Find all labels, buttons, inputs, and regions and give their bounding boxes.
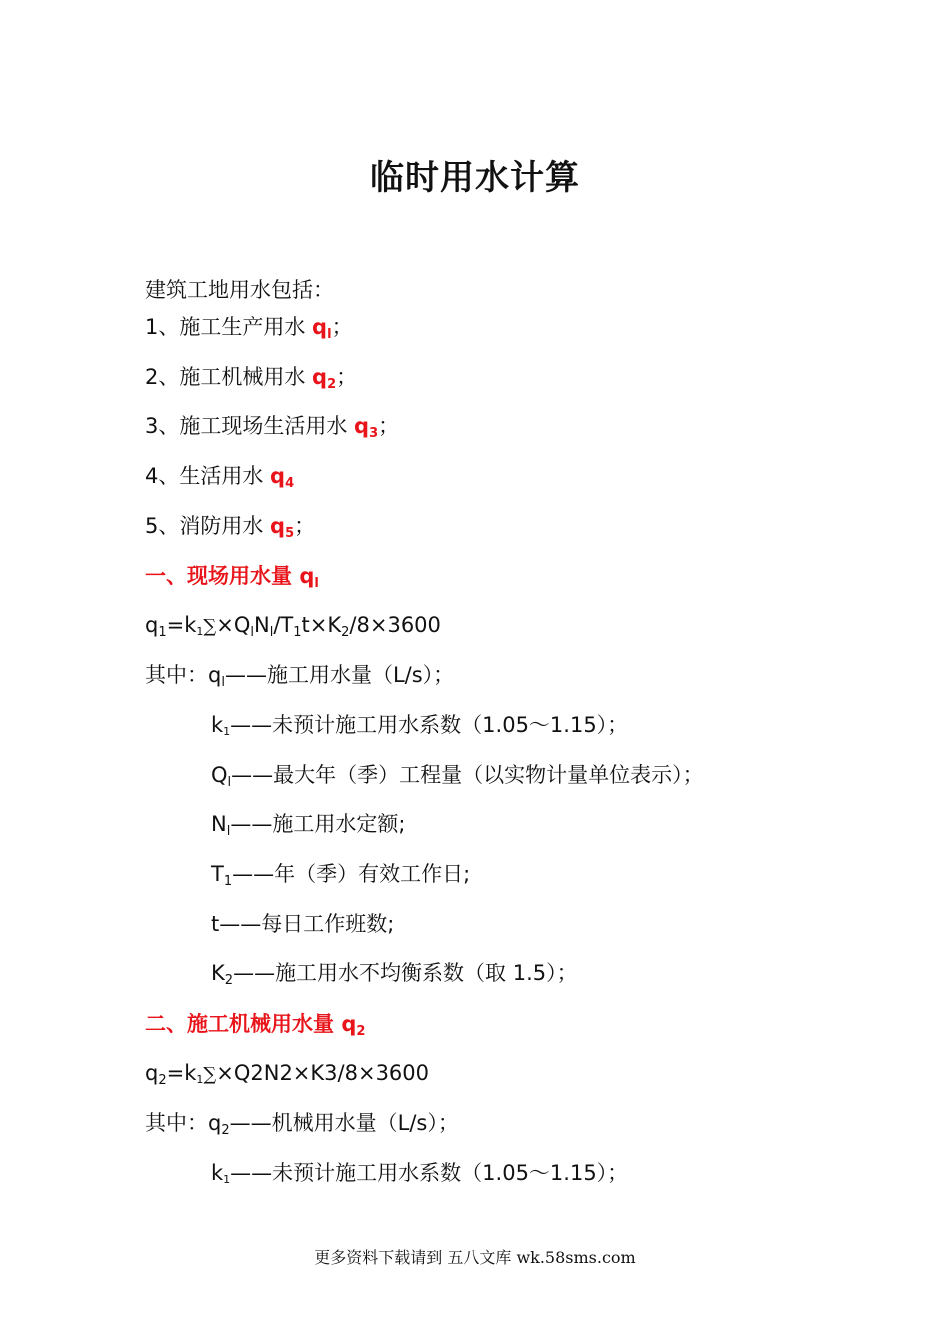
item-tail: ； (378, 414, 400, 438)
page-title: 临时用水计算 (370, 158, 580, 198)
item-tail: ； (294, 514, 316, 538)
definition-row: 其中：$q_l——$施工用水量（L/s）； (145, 663, 455, 690)
definition-row: t——每日工作班数; (211, 912, 395, 936)
list-item (145, 462, 294, 490)
definition-row: 其中：$q_2——$机械用水量（L/s）； (145, 1111, 459, 1138)
where-label: 其中： (145, 1111, 208, 1135)
section-2-heading: 二、施工机械用水量 $q_2$ (145, 1012, 366, 1039)
item-tail: ； (331, 315, 353, 339)
definition-row: $N_l——$施工用水定额; (211, 812, 406, 839)
list-item (145, 313, 353, 341)
section-1-formula: $q_1=k1\sum\times Q_lN_l/T_1t\times K_2/8\times 3600$ (145, 613, 441, 640)
item-symbol: $q_3$ (354, 414, 379, 441)
list-item (145, 512, 315, 540)
item-symbol: $q_2$ (312, 365, 337, 392)
item-label: 4、生活用水 (145, 464, 271, 488)
definition-row: k1——未预计施工用水系数（1.05～1.15）； (211, 713, 629, 738)
item-symbol: $q_l$ (312, 315, 332, 342)
item-label: 1、施工生产用水 (145, 315, 313, 339)
section-1-heading: 一、现场用水量 $q_l$ (145, 564, 319, 591)
list-item (145, 363, 357, 391)
item-label: 2、施工机械用水 (145, 365, 313, 389)
definition-row: $K_2——$施工用水不均衡系数（取 1.5）； (211, 961, 578, 988)
footer-download-link[interactable]: 更多资料下载请到 五八文库 wk.58sms.com (314, 1248, 636, 1267)
where-label: 其中： (145, 663, 208, 687)
section-2-formula: $q_2=k1\sum\times Q2N2\times K3/8\times 3600$ (145, 1061, 430, 1088)
list-item (145, 412, 399, 440)
item-label: 5、消防用水 (145, 514, 271, 538)
definition-row: $T_1——$年（季）有效工作日; (211, 862, 471, 889)
item-tail: ； (336, 365, 358, 389)
definition-row: k1——未预计施工用水系数（1.05～1.15）； (211, 1161, 629, 1186)
item-symbol: $q_5$ (270, 514, 295, 541)
item-symbol: $q_4$ (270, 464, 295, 491)
intro-text: 建筑工地用水包括： (145, 278, 334, 302)
item-label: 3、施工现场生活用水 (145, 414, 355, 438)
definition-row: $Q_l——$最大年（季）工程量（以实物计量单位表示）； (211, 763, 704, 790)
